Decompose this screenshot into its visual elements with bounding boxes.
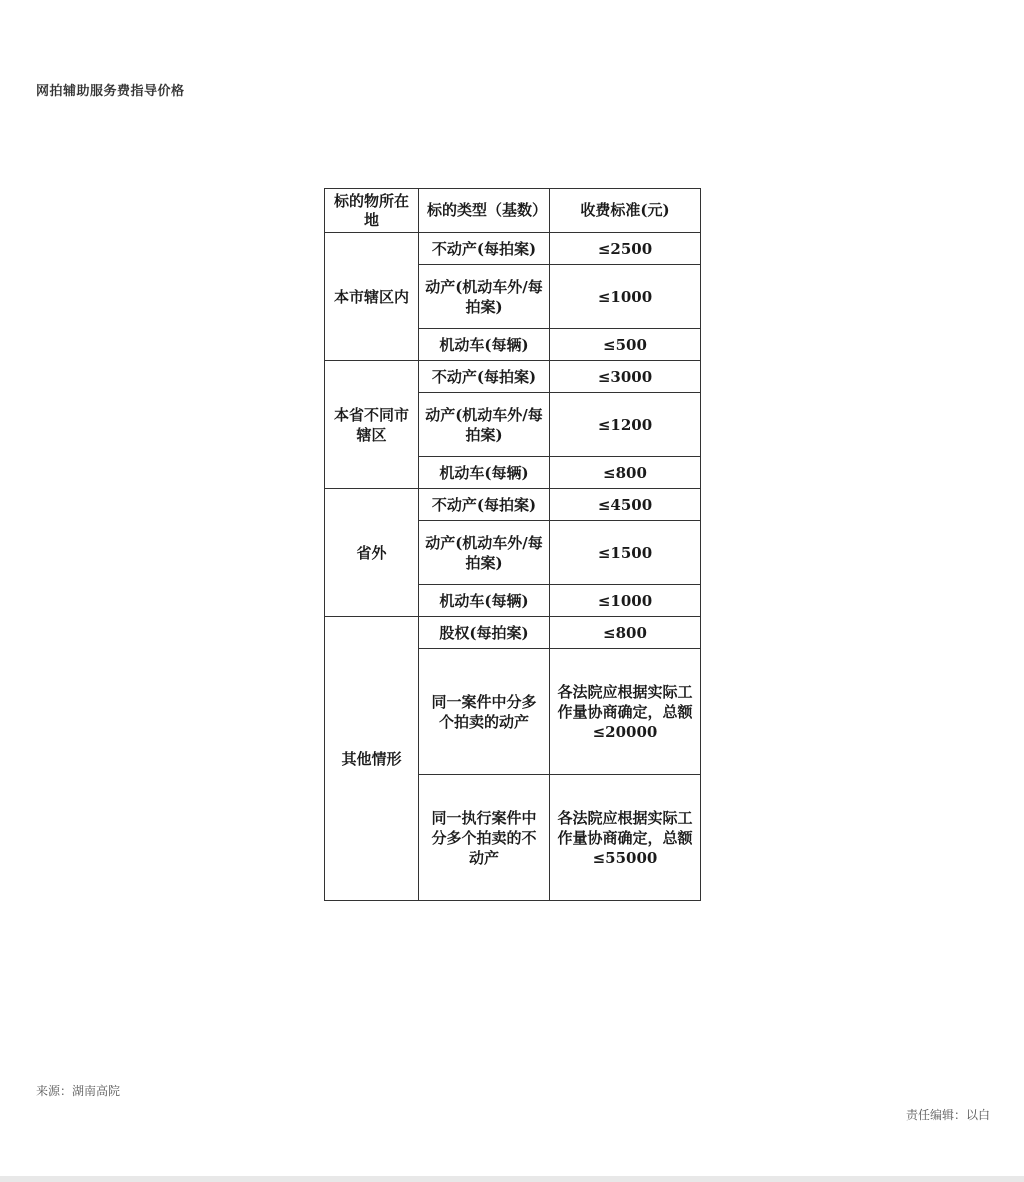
type-cell: 动产(机动车外/每拍案) <box>419 521 550 585</box>
fee-cell: ≤1200 <box>550 393 701 457</box>
type-cell: 动产(机动车外/每拍案) <box>419 265 550 329</box>
fee-cell: 各法院应根据实际工作量协商确定，总额≤20000 <box>550 649 701 775</box>
table-row <box>325 361 701 393</box>
location-cell: 本省不同市辖区 <box>325 361 419 489</box>
location-cell: 其他情形 <box>325 617 419 901</box>
fee-cell: ≤2500 <box>550 233 701 265</box>
fee-cell: ≤4500 <box>550 489 701 521</box>
editor-credit: 责任编辑：以白 <box>905 1108 990 1122</box>
type-cell: 不动产(每拍案) <box>419 489 550 521</box>
header-type: 标的类型（基数） <box>419 189 550 233</box>
type-cell: 不动产(每拍案) <box>419 233 550 265</box>
source-credit: 来源：湖南高院 <box>36 1084 121 1098</box>
fee-cell: 各法院应根据实际工作量协商确定，总额≤55000 <box>550 775 701 901</box>
table-row <box>325 233 701 265</box>
table-row <box>325 617 701 649</box>
fee-cell: ≤500 <box>550 329 701 361</box>
type-cell: 不动产(每拍案) <box>419 361 550 393</box>
location-cell: 省外 <box>325 489 419 617</box>
fee-cell: ≤1500 <box>550 521 701 585</box>
fee-cell: ≤1000 <box>550 585 701 617</box>
type-cell: 机动车(每辆) <box>419 457 550 489</box>
type-cell: 股权(每拍案) <box>419 617 550 649</box>
fee-cell: ≤800 <box>550 457 701 489</box>
fee-cell: ≤800 <box>550 617 701 649</box>
type-cell: 机动车(每辆) <box>419 329 550 361</box>
fee-cell: ≤3000 <box>550 361 701 393</box>
fee-table <box>324 188 701 901</box>
page-title: 网拍辅助服务费指导价格 <box>36 84 185 99</box>
header-location: 标的物所在地 <box>325 189 419 233</box>
type-cell: 同一案件中分多个拍卖的动产 <box>419 649 550 775</box>
table-header-row <box>325 189 701 233</box>
bottom-divider <box>0 1176 1024 1182</box>
type-cell: 动产(机动车外/每拍案) <box>419 393 550 457</box>
location-cell: 本市辖区内 <box>325 233 419 361</box>
type-cell: 同一执行案件中分多个拍卖的不动产 <box>419 775 550 901</box>
table-row <box>325 489 701 521</box>
type-cell: 机动车(每辆) <box>419 585 550 617</box>
fee-cell: ≤1000 <box>550 265 701 329</box>
header-fee: 收费标准(元) <box>550 189 701 233</box>
